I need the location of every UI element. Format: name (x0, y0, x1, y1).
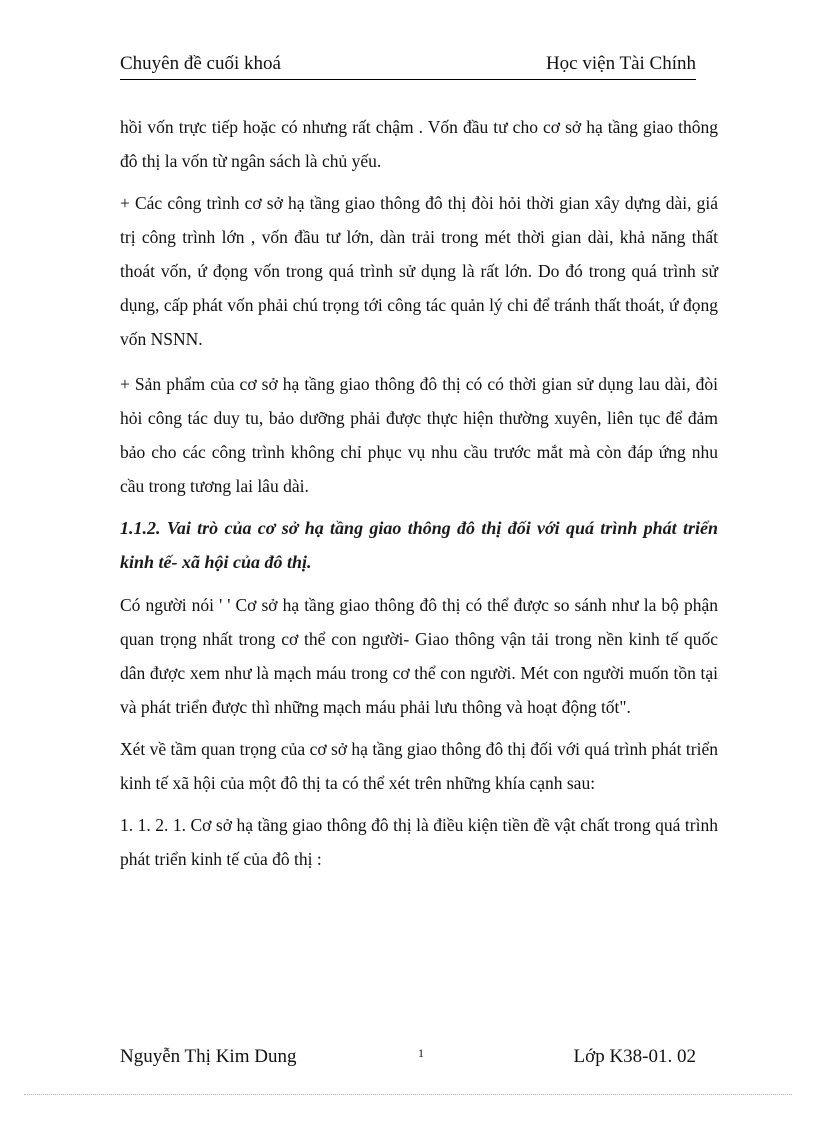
footer-author: Nguyễn Thị Kim Dung (120, 1046, 297, 1067)
footer-class: Lớp K38-01. 02 (573, 1046, 696, 1067)
page-footer (120, 1046, 696, 1072)
section-heading-1-1-2: 1.1.2. Vai trò của cơ sở hạ tầng giao thông đô thị đối với quá trình phát triển kinh tế- xã hội của đô thị. (120, 518, 718, 572)
paragraph-quote: Có người nói ' ' Cơ sở hạ tầng giao thông đô thị có thể được so sánh như la bộ phận quan trọng nhất trong cơ thể con người- Giao thông vận tải trong nền kinh tế quốc dân được xem như là mạch máu trong cơ thể con người. Mét con người muốn tồn tại và phát triển được thì những mạch máu phải lưu thông và hoạt động tốt". (120, 595, 718, 717)
paragraph-importance: Xét về tầm quan trọng của cơ sở hạ tầng giao thông đô thị đối với quá trình phát triển kinh tế xã hội của một đô thị ta có thể xét trên những khía cạnh sau: (120, 739, 718, 793)
paragraph-subsection-1-1-2-1: 1. 1. 2. 1. Cơ sở hạ tầng giao thông đô thị là điều kiện tiền đề vật chất trong quá trình phát triển kinh tế của đô thị : (120, 815, 718, 869)
paragraph-product-lifetime: + Sản phẩm của cơ sở hạ tầng giao thông đô thị có có thời gian sử dụng lau dài, đòi hỏi công tác duy tu, bảo dưỡng phải được thực hiện thường xuyên, liên tục để đảm bảo cho các công trình không chỉ phục vụ nhu cầu trước mắt mà còn đáp ứng nhu cầu trong tương lai lâu dài. (120, 374, 718, 496)
page-number: 1 (418, 1046, 424, 1060)
header-course-title: Chuyên đề cuối khoá (120, 53, 281, 74)
document-body (120, 110, 718, 887)
header-institution: Học viện Tài Chính (545, 53, 696, 74)
page-header (120, 53, 696, 80)
paragraph-construction-time: + Các công trình cơ sở hạ tầng giao thông đô thị đòi hỏi thời gian xây dựng dài, giá trị công trình lớn , vốn đầu tư lớn, dàn trải trong mét thời gian dài, khả năng thất thoát vốn, ứ đọng vốn trong quá trình sử dụng là rất lớn. Do đó trong quá trình sử dụng, cấp phát vốn phải chú trọng tới công tác quản lý chi để tránh thất thoát, ứ đọng vốn NSNN. (120, 193, 718, 349)
page-bottom-edge (24, 1094, 792, 1095)
paragraph-capital-recovery: hồi vốn trực tiếp hoặc có nhưng rất chậm . Vốn đầu tư cho cơ sở hạ tầng giao thông đô thị la vốn từ ngân sách là chủ yếu. (120, 117, 718, 171)
